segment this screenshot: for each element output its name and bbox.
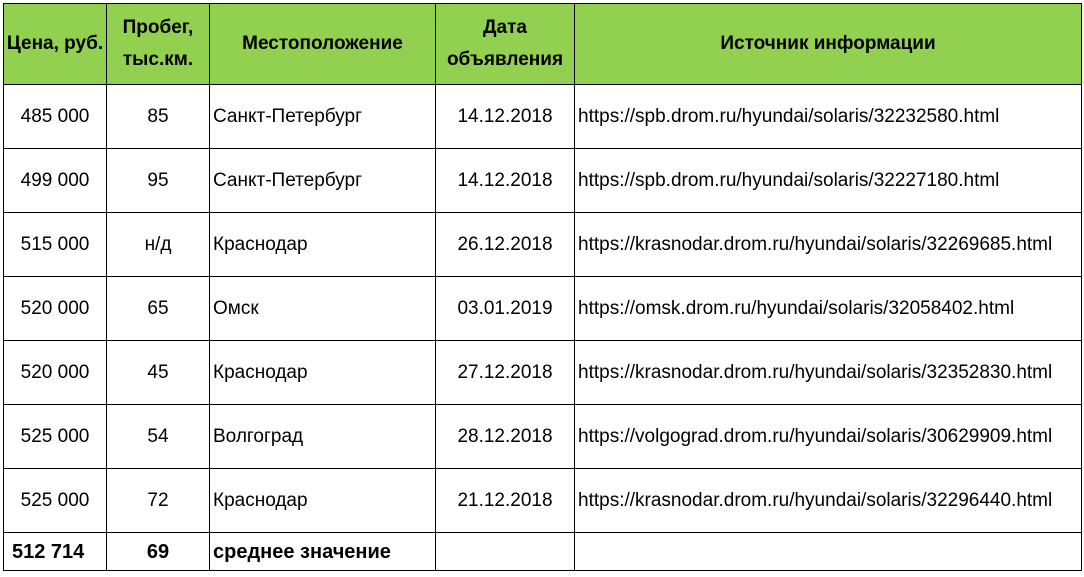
summary-row <box>4 533 1082 571</box>
cell-mileage: 65 <box>107 277 210 341</box>
cell-date: 14.12.2018 <box>436 85 575 149</box>
table-row <box>4 149 1082 213</box>
cell-mileage: 45 <box>107 341 210 405</box>
cell-price: 485 000 <box>4 85 107 149</box>
table-row <box>4 85 1082 149</box>
cell-price: 525 000 <box>4 469 107 533</box>
cell-location: Санкт-Петербург <box>210 85 436 149</box>
cell-location: Краснодар <box>210 469 436 533</box>
cell-source-url[interactable]: https://krasnodar.drom.ru/hyundai/solaris/32352830.html <box>575 341 1082 405</box>
header-mileage: Пробег, тыс.км. <box>107 4 210 85</box>
cell-date: 27.12.2018 <box>436 341 575 405</box>
summary-empty-date <box>436 533 575 571</box>
header-price: Цена, руб. <box>4 4 107 85</box>
table-row <box>4 469 1082 533</box>
cell-price: 499 000 <box>4 149 107 213</box>
cell-source-url[interactable]: https://volgograd.drom.ru/hyundai/solaris/30629909.html <box>575 405 1082 469</box>
summary-empty-source <box>575 533 1082 571</box>
cell-location: Омск <box>210 277 436 341</box>
header-source: Источник информации <box>575 4 1082 85</box>
cell-date: 03.01.2019 <box>436 277 575 341</box>
summary-label: среднее значение <box>210 533 436 571</box>
cell-location: Санкт-Петербург <box>210 149 436 213</box>
cell-mileage: 95 <box>107 149 210 213</box>
cell-source-url[interactable]: https://omsk.drom.ru/hyundai/solaris/32058402.html <box>575 277 1082 341</box>
cell-mileage: н/д <box>107 213 210 277</box>
listings-table <box>3 3 1082 571</box>
cell-date: 28.12.2018 <box>436 405 575 469</box>
cell-price: 520 000 <box>4 341 107 405</box>
table-row <box>4 213 1082 277</box>
cell-price: 515 000 <box>4 213 107 277</box>
cell-source-url[interactable]: https://spb.drom.ru/hyundai/solaris/32232580.html <box>575 85 1082 149</box>
cell-source-url[interactable]: https://spb.drom.ru/hyundai/solaris/32227180.html <box>575 149 1082 213</box>
cell-source-url[interactable]: https://krasnodar.drom.ru/hyundai/solaris/32296440.html <box>575 469 1082 533</box>
table-row <box>4 405 1082 469</box>
table-row <box>4 341 1082 405</box>
cell-mileage: 85 <box>107 85 210 149</box>
cell-date: 14.12.2018 <box>436 149 575 213</box>
header-date: Дата объявления <box>436 4 575 85</box>
cell-date: 26.12.2018 <box>436 213 575 277</box>
cell-location: Волгоград <box>210 405 436 469</box>
cell-mileage: 54 <box>107 405 210 469</box>
cell-source-url[interactable]: https://krasnodar.drom.ru/hyundai/solaris/32269685.html <box>575 213 1082 277</box>
summary-mileage: 69 <box>107 533 210 571</box>
cell-location: Краснодар <box>210 341 436 405</box>
cell-price: 520 000 <box>4 277 107 341</box>
cell-mileage: 72 <box>107 469 210 533</box>
cell-date: 21.12.2018 <box>436 469 575 533</box>
summary-price: 512 714 <box>4 533 107 571</box>
table-header-row <box>4 4 1082 85</box>
cell-location: Краснодар <box>210 213 436 277</box>
header-location: Местоположение <box>210 4 436 85</box>
table-row <box>4 277 1082 341</box>
cell-price: 525 000 <box>4 405 107 469</box>
